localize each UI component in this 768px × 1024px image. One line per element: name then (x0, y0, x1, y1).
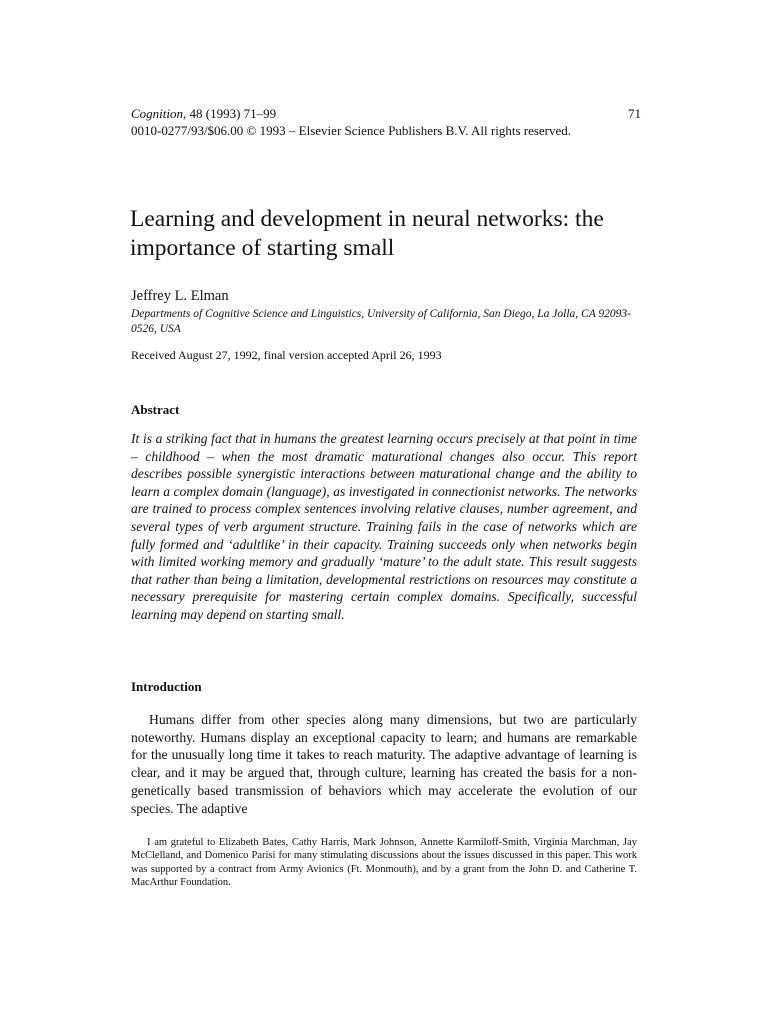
citation-line (131, 105, 641, 122)
page-number: 71 (628, 106, 641, 121)
author-affiliation: Departments of Cognitive Science and Linguistics, University of California, San Diego, La Jolla, CA 92093-0526, USA (131, 308, 631, 335)
author-name: Jeffrey L. Elman (131, 288, 229, 304)
journal-citation: , 48 (1993) 71–99 (183, 106, 277, 121)
issn-line: 0010-0277/93/$06.00 © 1993 – Elsevier Science Publishers B.V. All rights reserved. (131, 123, 572, 138)
received-date: Received August 27, 1992, final version accepted April 26, 1993 (131, 348, 442, 362)
paper-title: Learning and development in neural networks: the importance of starting small (130, 206, 604, 261)
journal-name: Cognition (131, 106, 184, 121)
abstract-text: It is a striking fact that in humans the greatest learning occurs precisely at that point in time – childhood – when the most dramatic maturational changes also occur. This report describes possible synergistic interactions between maturational change and the ability to learn a complex domain (language), as investigated in connectionist networks. The networks are trained to process complex sentences involving relative clauses, number agreement, and several types of verb argument structure. Training fails in the case of networks which are fully formed and ‘adultlike’ in their capacity. Training succeeds only when networks begin with limited working memory and gradually ‘mature’ to the adult state. This result suggests that rather than being a limitation, developmental restrictions on resources may constitute a necessary prerequisite for mastering certain complex domains. Specifically, successful learning may depend on starting small. (131, 431, 637, 622)
introduction-heading: Introduction (131, 679, 202, 694)
introduction-text: Humans differ from other species along many dimensions, but two are particularly noteworthy. Humans display an exceptional capacity to learn; and humans are remarkable for the unusually long time it takes to reach maturity. The adaptive advantage of learning is clear, and it may be argued that, through culture, learning has created the basis for a non-genetically based transmission of behaviors which may accelerate the evolution of our species. The adaptive (131, 712, 637, 816)
abstract-heading: Abstract (131, 402, 180, 417)
running-head (131, 105, 641, 139)
acknowledgement-footnote: I am grateful to Elizabeth Bates, Cathy Harris, Mark Johnson, Annette Karmiloff-Smith, Virginia Marchman, Jay McClelland, and Domenico Parisi for many stimulating discussions about the issues discussed in this paper. This work was supported by a contract from Army Avionics (Ft. Monmouth), and by a grant from the John D. and Catherine T. MacArthur Foundation. (131, 837, 637, 889)
